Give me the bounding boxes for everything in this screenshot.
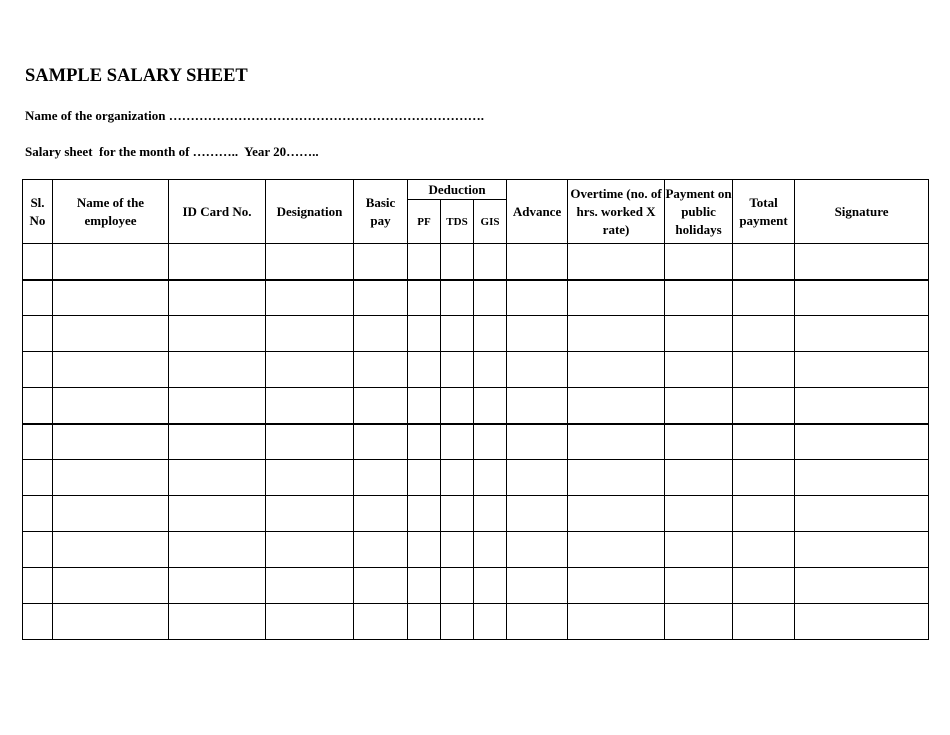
cell-total-payment [733, 604, 795, 640]
cell-employee-name [53, 388, 169, 424]
cell-sl-no [23, 352, 53, 388]
header-id-card: ID Card No. [169, 180, 266, 244]
cell-signature [795, 460, 929, 496]
table-row [23, 604, 929, 640]
cell-tds [441, 568, 474, 604]
cell-id-card [169, 532, 266, 568]
cell-total-payment [733, 388, 795, 424]
cell-gis [474, 604, 507, 640]
cell-gis [474, 532, 507, 568]
cell-id-card [169, 568, 266, 604]
cell-sl-no [23, 532, 53, 568]
cell-signature [795, 388, 929, 424]
header-total-payment: Total payment [733, 180, 795, 244]
cell-advance [507, 388, 568, 424]
table-row [23, 496, 929, 532]
cell-public-holidays [665, 460, 733, 496]
cell-basic-pay [354, 388, 408, 424]
cell-sl-no [23, 388, 53, 424]
cell-public-holidays [665, 280, 733, 316]
cell-basic-pay [354, 568, 408, 604]
cell-employee-name [53, 244, 169, 280]
cell-id-card [169, 352, 266, 388]
cell-basic-pay [354, 460, 408, 496]
cell-sl-no [23, 424, 53, 460]
header-deduction: Deduction [408, 180, 507, 200]
cell-designation [266, 604, 354, 640]
cell-tds [441, 496, 474, 532]
cell-gis [474, 316, 507, 352]
cell-gis [474, 280, 507, 316]
cell-basic-pay [354, 316, 408, 352]
cell-total-payment [733, 280, 795, 316]
cell-sl-no [23, 460, 53, 496]
cell-gis [474, 388, 507, 424]
cell-overtime [568, 424, 665, 460]
cell-tds [441, 388, 474, 424]
cell-designation [266, 424, 354, 460]
cell-employee-name [53, 496, 169, 532]
cell-sl-no [23, 568, 53, 604]
salary-month-year-line: Salary sheet for the month of ……….. Year 20…….. [25, 144, 319, 159]
cell-id-card [169, 604, 266, 640]
table-row [23, 352, 929, 388]
cell-overtime [568, 316, 665, 352]
cell-id-card [169, 388, 266, 424]
cell-advance [507, 568, 568, 604]
header-signature: Signature [795, 180, 929, 244]
cell-pf [408, 388, 441, 424]
cell-id-card [169, 460, 266, 496]
cell-basic-pay [354, 244, 408, 280]
cell-public-holidays [665, 316, 733, 352]
cell-overtime [568, 280, 665, 316]
cell-overtime [568, 244, 665, 280]
cell-total-payment [733, 568, 795, 604]
cell-signature [795, 316, 929, 352]
cell-designation [266, 532, 354, 568]
cell-employee-name [53, 532, 169, 568]
header-employee-name: Name of the employee [53, 180, 169, 244]
cell-gis [474, 496, 507, 532]
cell-pf [408, 424, 441, 460]
cell-public-holidays [665, 532, 733, 568]
cell-overtime [568, 352, 665, 388]
cell-gis [474, 352, 507, 388]
cell-pf [408, 532, 441, 568]
header-overtime: Overtime (no. of hrs. worked X rate) [568, 180, 665, 244]
header-designation: Designation [266, 180, 354, 244]
cell-advance [507, 280, 568, 316]
header-tds: TDS [441, 200, 474, 244]
cell-tds [441, 244, 474, 280]
cell-sl-no [23, 496, 53, 532]
cell-pf [408, 244, 441, 280]
cell-advance [507, 604, 568, 640]
cell-designation [266, 388, 354, 424]
cell-advance [507, 244, 568, 280]
table-row [23, 244, 929, 280]
cell-public-holidays [665, 568, 733, 604]
cell-advance [507, 532, 568, 568]
salary-table-body [23, 244, 929, 640]
cell-signature [795, 352, 929, 388]
cell-designation [266, 496, 354, 532]
cell-basic-pay [354, 280, 408, 316]
cell-sl-no [23, 280, 53, 316]
header-row-top [23, 180, 929, 200]
cell-advance [507, 496, 568, 532]
cell-designation [266, 352, 354, 388]
cell-total-payment [733, 352, 795, 388]
cell-total-payment [733, 316, 795, 352]
cell-employee-name [53, 352, 169, 388]
cell-gis [474, 424, 507, 460]
cell-sl-no [23, 604, 53, 640]
table-row [23, 316, 929, 352]
cell-designation [266, 316, 354, 352]
cell-designation [266, 568, 354, 604]
cell-id-card [169, 316, 266, 352]
table-row [23, 280, 929, 316]
cell-signature [795, 568, 929, 604]
cell-sl-no [23, 316, 53, 352]
cell-public-holidays [665, 496, 733, 532]
cell-tds [441, 604, 474, 640]
cell-pf [408, 460, 441, 496]
cell-employee-name [53, 280, 169, 316]
cell-overtime [568, 604, 665, 640]
table-row [23, 568, 929, 604]
cell-total-payment [733, 496, 795, 532]
cell-pf [408, 496, 441, 532]
cell-signature [795, 496, 929, 532]
cell-designation [266, 280, 354, 316]
cell-pf [408, 604, 441, 640]
cell-pf [408, 352, 441, 388]
cell-overtime [568, 532, 665, 568]
header-basic-pay: Basic pay [354, 180, 408, 244]
cell-overtime [568, 496, 665, 532]
cell-public-holidays [665, 424, 733, 460]
cell-id-card [169, 244, 266, 280]
cell-tds [441, 280, 474, 316]
cell-public-holidays [665, 388, 733, 424]
cell-tds [441, 352, 474, 388]
cell-basic-pay [354, 604, 408, 640]
cell-tds [441, 316, 474, 352]
organization-name-line: Name of the organization ………………………………………………………………. [25, 108, 484, 123]
cell-total-payment [733, 244, 795, 280]
header-public-holidays: Payment on public holidays [665, 180, 733, 244]
cell-sl-no [23, 244, 53, 280]
cell-pf [408, 280, 441, 316]
table-row [23, 460, 929, 496]
cell-advance [507, 460, 568, 496]
cell-signature [795, 424, 929, 460]
cell-designation [266, 244, 354, 280]
cell-basic-pay [354, 424, 408, 460]
cell-signature [795, 604, 929, 640]
cell-employee-name [53, 604, 169, 640]
cell-tds [441, 424, 474, 460]
cell-employee-name [53, 460, 169, 496]
cell-advance [507, 316, 568, 352]
cell-employee-name [53, 316, 169, 352]
table-row [23, 424, 929, 460]
cell-overtime [568, 568, 665, 604]
cell-id-card [169, 496, 266, 532]
cell-id-card [169, 424, 266, 460]
cell-total-payment [733, 424, 795, 460]
cell-total-payment [733, 532, 795, 568]
cell-id-card [169, 280, 266, 316]
cell-public-holidays [665, 352, 733, 388]
cell-basic-pay [354, 496, 408, 532]
cell-gis [474, 568, 507, 604]
cell-overtime [568, 388, 665, 424]
cell-basic-pay [354, 532, 408, 568]
cell-tds [441, 460, 474, 496]
cell-tds [441, 532, 474, 568]
cell-signature [795, 532, 929, 568]
cell-advance [507, 424, 568, 460]
cell-designation [266, 460, 354, 496]
table-row [23, 388, 929, 424]
header-sl-no: Sl. No [23, 180, 53, 244]
cell-gis [474, 460, 507, 496]
sheet-title: SAMPLE SALARY SHEET [25, 66, 248, 86]
header-gis: GIS [474, 200, 507, 244]
cell-basic-pay [354, 352, 408, 388]
header-advance: Advance [507, 180, 568, 244]
cell-advance [507, 352, 568, 388]
cell-signature [795, 280, 929, 316]
salary-table [22, 179, 929, 640]
table-row [23, 532, 929, 568]
cell-pf [408, 568, 441, 604]
cell-pf [408, 316, 441, 352]
cell-overtime [568, 460, 665, 496]
cell-employee-name [53, 568, 169, 604]
cell-public-holidays [665, 244, 733, 280]
cell-public-holidays [665, 604, 733, 640]
cell-signature [795, 244, 929, 280]
header-pf: PF [408, 200, 441, 244]
cell-total-payment [733, 460, 795, 496]
cell-employee-name [53, 424, 169, 460]
cell-gis [474, 244, 507, 280]
